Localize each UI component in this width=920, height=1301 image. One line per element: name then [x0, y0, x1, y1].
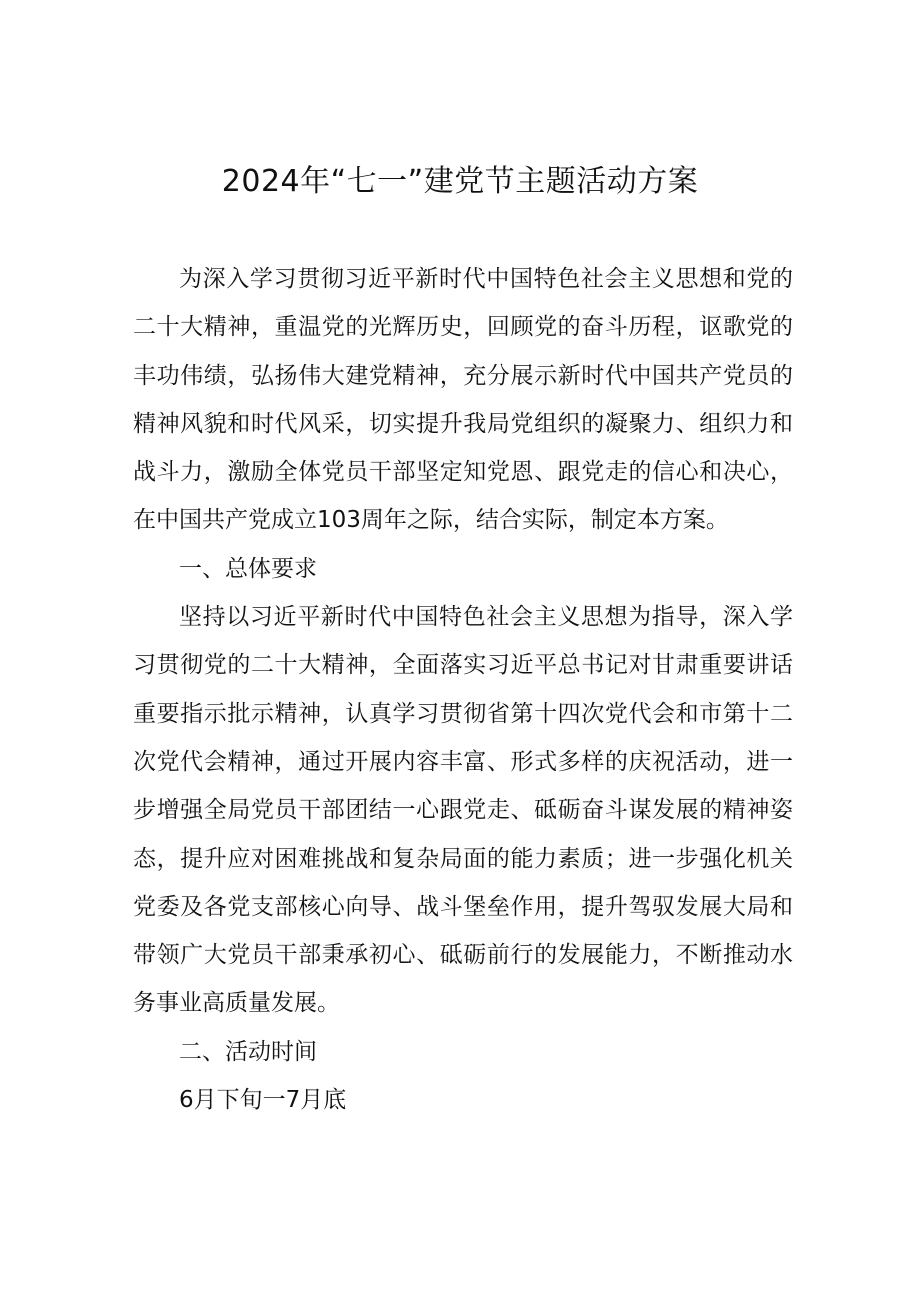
section-heading: 一、总体要求 — [179, 555, 317, 582]
paragraph-line: 二十大精神，重温党的光辉历史，回顾党的奋斗历程，讴歌党的 — [133, 314, 793, 341]
section-heading: 二、活动时间 — [179, 1038, 317, 1065]
paragraph-line: 6月下旬一7月底 — [179, 1087, 347, 1114]
paragraph-line: 精神风貌和时代风采，切实提升我局党组织的凝聚力、组织力和 — [133, 410, 793, 437]
paragraph-line: 带领广大党员干部秉承初心、砥砺前行的发展能力，不断推动水 — [133, 942, 793, 969]
paragraph-line: 重要指示批示精神，认真学习贯彻省第十四次党代会和市第十二 — [133, 700, 793, 727]
paragraph-line: 务事业高质量发展。 — [133, 990, 340, 1017]
paragraph-line: 党委及各党支部核心向导、战斗堡垒作用，提升驾驭发展大局和 — [133, 893, 793, 920]
document-title: 2024年“七一”建党节主题活动方案 — [221, 164, 699, 199]
paragraph-line: 次党代会精神，通过开展内容丰富、形式多样的庆祝活动，进一 — [133, 748, 793, 775]
paragraph-line: 坚持以习近平新时代中国特色社会主义思想为指导，深入学 — [179, 604, 793, 631]
paragraph-line: 战斗力，激励全体党员干部坚定知党恩、跟党走的信心和决心， — [133, 459, 793, 486]
paragraph-line: 丰功伟绩，弘扬伟大建党精神，充分展示新时代中国共产党员的 — [133, 362, 793, 389]
document-body — [133, 255, 793, 1124]
paragraph-line: 为深入学习贯彻习近平新时代中国特色社会主义思想和党的 — [179, 266, 793, 292]
paragraph-line: 习贯彻党的二十大精神，全面落实习近平总书记对甘肃重要讲话 — [133, 652, 793, 679]
paragraph-line: 态，提升应对困难挑战和复杂局面的能力素质；进一步强化机关 — [133, 845, 793, 872]
paragraph-line: 步增强全局党员干部团结一心跟党走、砥砺奋斗谋发展的精神姿 — [133, 797, 793, 824]
paragraph-line: 在中国共产党成立103周年之际，结合实际，制定本方案。 — [133, 507, 729, 534]
